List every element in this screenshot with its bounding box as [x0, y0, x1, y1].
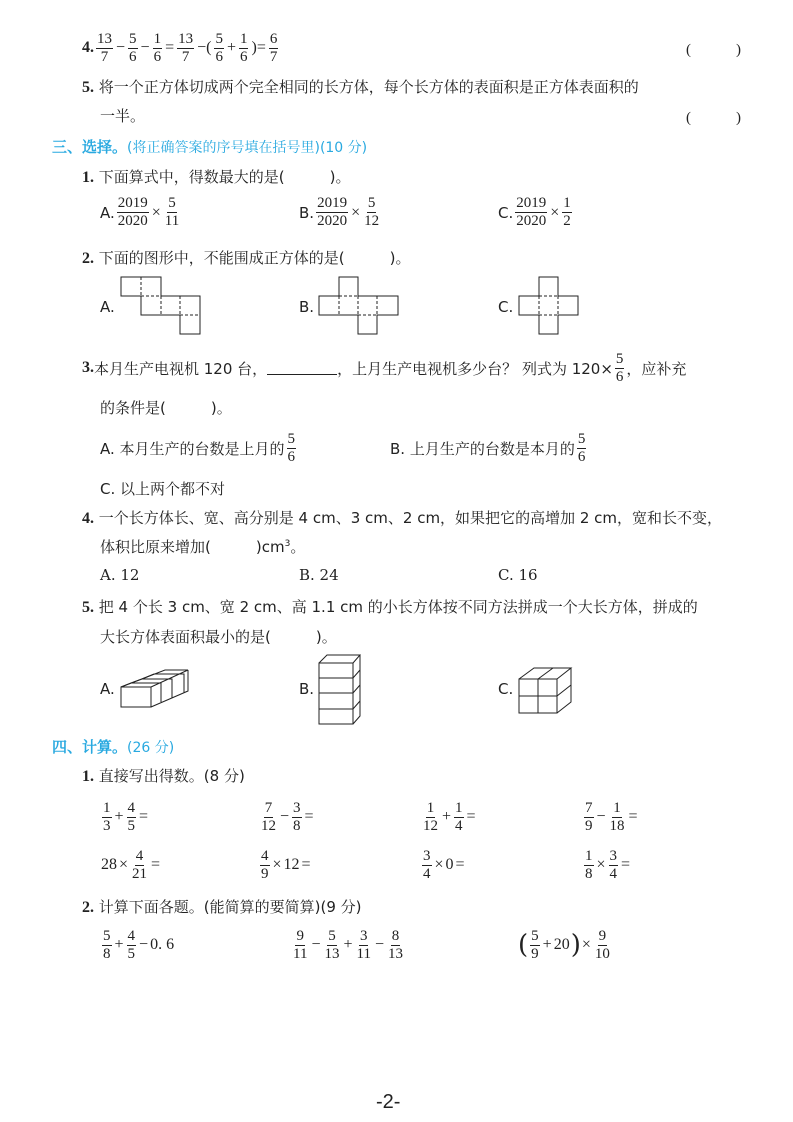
- question-number: 2.: [82, 899, 94, 916]
- judge-q4: 4. $\frac{13}{7}$ − $\frac{5}{6}$ − $\frac{1}{6}$ = $\frac{13}{7}$ −( $\frac{5}{6}$ + $\frac{1}{6}$ )= $\frac{6}{7}$: [82, 30, 278, 65]
- oral-calc-item[interactable]: $\frac{4}{9}$ × 12 =: [261, 847, 311, 882]
- option-a[interactable]: A. $\frac{2019}{2020}$ × $\frac{5}{11}$: [100, 195, 180, 229]
- calc-q2: [82, 896, 362, 917]
- question-number: 1.: [82, 169, 94, 186]
- oral-calc-item[interactable]: $\frac{1}{8}$ × $\frac{3}{4}$ =: [585, 847, 631, 882]
- fraction: $\frac{5}{6}$: [215, 30, 223, 65]
- question-number: 4.: [82, 39, 94, 56]
- oral-calc-item[interactable]: $\frac{7}{9}$ − $\frac{1}{18}$ =: [585, 799, 638, 834]
- option-b[interactable]: B. $\frac{2019}{2020}$ × $\frac{5}{12}$: [299, 195, 380, 229]
- oral-calc-item[interactable]: $\frac{1}{12}$ + $\frac{1}{4}$ =: [423, 799, 476, 834]
- choice-q5: [82, 596, 698, 617]
- question-number: 5.: [82, 599, 94, 616]
- question-number: 1.: [82, 768, 94, 785]
- question-text-line2: 的条件是( )。: [100, 399, 232, 417]
- section-heading: 三、选择。(将正确答案的序号填在括号里)(10 分): [52, 138, 368, 156]
- question-number: 4.: [82, 510, 94, 527]
- option-c-label[interactable]: C.: [498, 680, 514, 698]
- oral-calc-item[interactable]: $\frac{1}{3}$ + $\frac{4}{5}$ =: [103, 799, 149, 834]
- page-number: -2-: [376, 1091, 401, 1113]
- fraction: $\frac{5}{6}$: [129, 30, 137, 65]
- cube-net-b: [318, 276, 402, 336]
- fraction: $\frac{1}{6}$: [153, 30, 162, 65]
- fraction: $\frac{13}{7}$: [97, 30, 112, 65]
- option-b[interactable]: B. 上月生产的台数是本月的 $\frac{5}{6}$: [390, 430, 586, 465]
- box-shape-a: [120, 666, 192, 710]
- fraction: $\frac{1}{6}$: [239, 30, 248, 65]
- answer-paren[interactable]: ( ): [686, 110, 741, 126]
- fraction: $\frac{13}{7}$: [178, 30, 194, 65]
- judge-q5: [82, 76, 639, 97]
- choice-q4: [82, 507, 722, 528]
- calc-expression[interactable]: $\frac{9}{11}$ − $\frac{5}{13}$ + $\frac{3}{11}$ − $\frac{8}{13}$: [293, 927, 403, 962]
- option-c[interactable]: C. $\frac{2019}{2020}$ × $\frac{1}{2}$: [498, 195, 571, 229]
- question-number: 3.: [82, 359, 94, 376]
- calc-expression[interactable]: ( $\frac{5}{9}$ + 20 ) × $\frac{9}{10}$: [518, 927, 610, 962]
- option-a-label[interactable]: A.: [100, 680, 115, 698]
- option-a[interactable]: A. 本月生产的台数是上月的 $\frac{5}{6}$: [100, 430, 296, 465]
- fraction: $\frac{6}{7}$: [269, 30, 278, 65]
- option-b-label[interactable]: B.: [299, 680, 315, 698]
- cube-net-a: [120, 276, 204, 336]
- option-a[interactable]: A. 12: [100, 566, 140, 584]
- cube-net-c: [518, 276, 582, 336]
- choice-q3: 3. 本月生产电视机 120 台， ，上月生产电视机多少台？ 列式为 120× $\frac{5}{6}$ ，应补充: [82, 350, 687, 385]
- question-text: 直接写出得数。(8 分): [98, 767, 245, 785]
- answer-paren[interactable]: ( ): [686, 42, 741, 58]
- question-number: 5.: [82, 79, 94, 96]
- option-b-label[interactable]: B.: [299, 298, 315, 316]
- section-heading: 四、计算。(26 分): [52, 738, 175, 756]
- question-text-line2: 大长方体表面积最小的是( )。: [100, 628, 337, 646]
- calc-expression[interactable]: $\frac{5}{8}$ + $\frac{4}{5}$ − 0. 6: [103, 927, 175, 962]
- choice-q1: [82, 166, 351, 187]
- question-text: 把 4 个长 3 cm、宽 2 cm、高 1.1 cm 的小长方体按不同方法拼成一个大长方体，拼成的: [98, 598, 698, 616]
- box-shape-c: [518, 666, 574, 716]
- question-text: 下面的图形中，不能围成正方体的是( )。: [98, 249, 411, 267]
- oral-calc-item[interactable]: $\frac{7}{12}$ − $\frac{3}{8}$ =: [261, 799, 314, 834]
- question-text: 本月生产电视机 120 台，: [94, 359, 268, 378]
- question-text: 将一个正方体切成两个完全相同的长方体，每个长方体的表面积是正方体表面积的: [98, 78, 639, 96]
- question-text: 计算下面各题。(能简算的要简算)(9 分): [98, 898, 362, 916]
- choice-q2: [82, 247, 411, 268]
- option-c[interactable]: C. 16: [498, 566, 538, 584]
- question-text-line2: 一半。: [100, 107, 146, 125]
- question-number: 2.: [82, 250, 94, 267]
- option-c-label[interactable]: C.: [498, 298, 514, 316]
- oral-calc-item[interactable]: $\frac{3}{4}$ × 0 =: [423, 847, 465, 882]
- option-b[interactable]: B. 24: [299, 566, 339, 584]
- option-c[interactable]: C. 以上两个都不对: [100, 480, 226, 498]
- question-text: 一个长方体长、宽、高分别是 4 cm、3 cm、2 cm，如果把它的高增加 2 cm，宽和长不变，: [98, 509, 723, 527]
- calc-q1: [82, 765, 245, 786]
- oral-calc-item[interactable]: 28 × $\frac{4}{21}$ =: [101, 847, 161, 882]
- question-text: 下面算式中，得数最大的是( )。: [98, 168, 351, 186]
- box-shape-b: [318, 654, 362, 726]
- fill-blank[interactable]: [267, 361, 337, 375]
- option-a-label[interactable]: A.: [100, 298, 115, 316]
- question-text-line2: 体积比原来增加( )$cm^3$。: [100, 538, 306, 556]
